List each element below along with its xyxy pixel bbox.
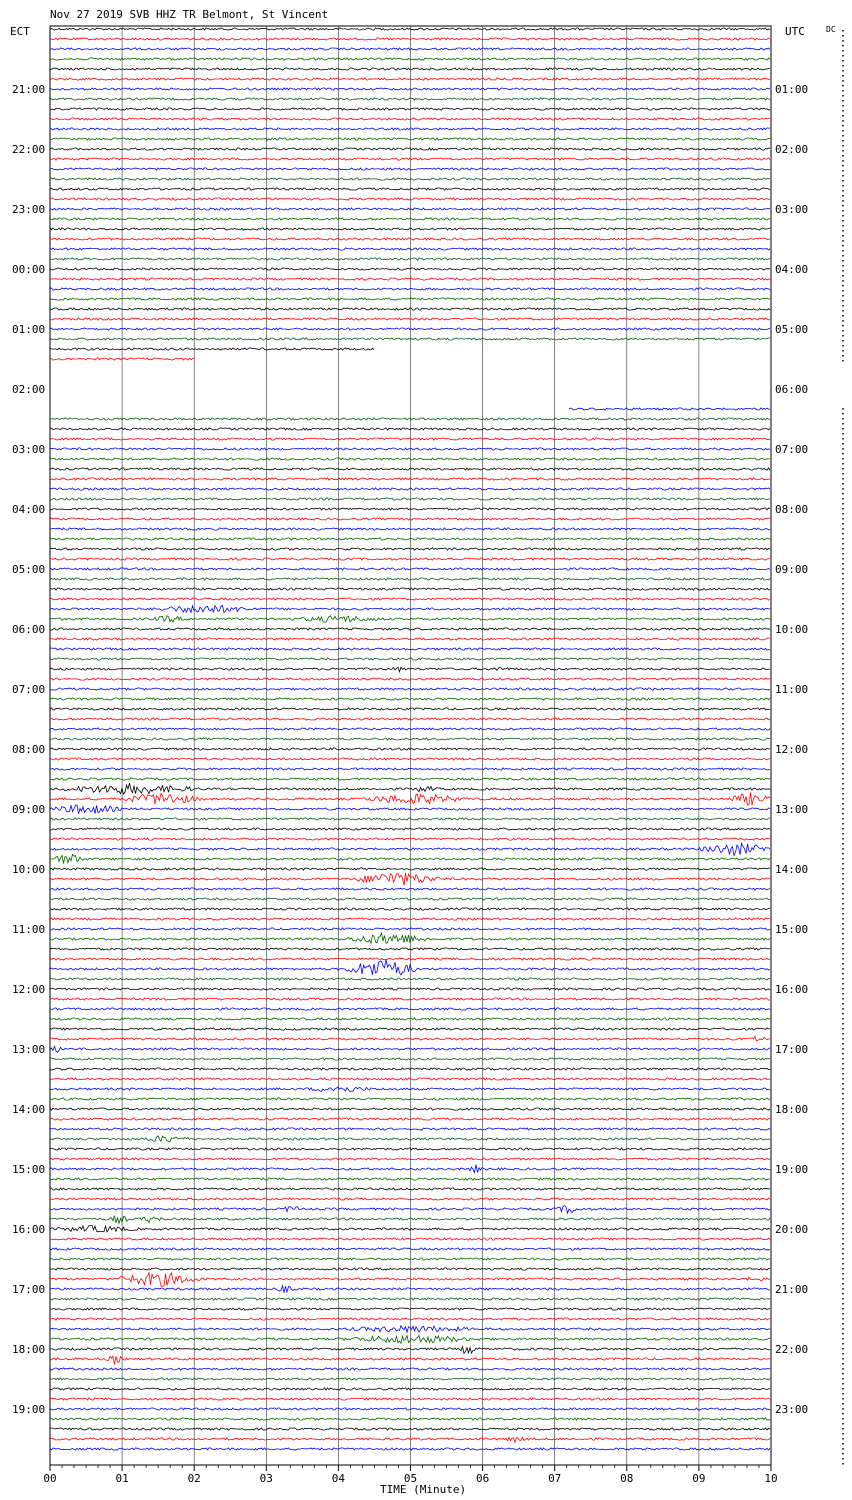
seismic-trace: [50, 1158, 770, 1160]
seismic-trace: [50, 728, 770, 730]
right-hour-label: 16:00: [775, 983, 809, 996]
x-tick-label: 08: [620, 1472, 634, 1485]
seismic-trace: [50, 568, 770, 570]
seismic-trace: [50, 298, 770, 300]
seismic-trace: [50, 616, 770, 623]
seismic-trace: [50, 1437, 770, 1442]
x-tick-label: 05: [403, 1472, 418, 1485]
left-hour-label: 07:00: [12, 683, 46, 696]
seismic-trace: [50, 1298, 770, 1300]
seismic-trace: [50, 198, 770, 200]
seismic-trace: [50, 918, 770, 920]
seismic-trace: [50, 588, 770, 590]
seismic-trace: [50, 128, 770, 130]
seismic-trace: [50, 1206, 770, 1214]
x-tick-label: 07: [548, 1472, 562, 1485]
seismic-trace: [50, 88, 770, 90]
left-hour-label: 03:00: [12, 443, 46, 456]
seismic-trace: [50, 1008, 770, 1010]
seismic-trace: [50, 518, 770, 520]
seismic-trace: [50, 228, 770, 230]
seismic-trace: [50, 778, 770, 780]
seismic-trace: [50, 578, 770, 580]
seismic-trace: [50, 1216, 770, 1224]
seismic-trace: [50, 338, 770, 340]
seismic-trace: [50, 478, 770, 480]
seismic-trace: [50, 288, 770, 290]
left-hour-label: 22:00: [12, 143, 46, 156]
seismic-trace: [50, 959, 770, 974]
left-hour-label: 06:00: [12, 623, 46, 636]
seismic-trace: [50, 658, 770, 660]
seismic-trace: [50, 48, 770, 50]
left-hour-label: 08:00: [12, 743, 46, 756]
seismic-trace: [50, 348, 374, 350]
seismic-trace: [50, 548, 770, 550]
seismic-trace: [50, 1448, 770, 1450]
seismic-trace: [50, 818, 770, 820]
seismic-trace: [50, 38, 770, 40]
left-hour-label: 23:00: [12, 203, 46, 216]
seismic-trace: [50, 28, 770, 30]
seismic-trace: [50, 828, 770, 830]
left-hour-label: 01:00: [12, 323, 46, 336]
right-hour-label: 03:00: [775, 203, 809, 216]
seismic-trace: [50, 628, 770, 630]
x-tick-label: 04: [331, 1472, 346, 1485]
seismic-trace: [50, 1188, 770, 1190]
seismic-trace: [50, 258, 770, 260]
left-hour-label: 15:00: [12, 1163, 46, 1176]
right-hour-label: 11:00: [775, 683, 809, 696]
seismic-trace: [50, 1335, 770, 1343]
seismic-trace: [50, 838, 770, 840]
seismic-trace: [50, 428, 770, 430]
seismic-trace: [50, 1326, 770, 1333]
seismic-trace: [50, 138, 770, 140]
seismic-trace: [50, 1418, 770, 1420]
right-timezone-label: UTC: [785, 25, 805, 38]
left-hour-label: 04:00: [12, 503, 46, 516]
seismic-trace: [50, 648, 770, 650]
seismic-trace: [50, 308, 770, 310]
seismic-trace: [50, 108, 770, 110]
seismic-trace: [50, 843, 770, 855]
seismic-trace: [50, 1087, 770, 1091]
seismic-trace: [50, 328, 770, 330]
seismic-trace: [50, 1286, 770, 1293]
seismic-trace: [50, 998, 770, 1000]
right-hour-label: 15:00: [775, 923, 809, 936]
seismic-trace: [50, 1165, 770, 1173]
seismic-trace: [50, 78, 770, 80]
right-hour-label: 04:00: [775, 263, 809, 276]
x-tick-label: 00: [43, 1472, 57, 1485]
seismic-trace: [50, 748, 770, 750]
x-tick-label: 01: [115, 1472, 129, 1485]
seismic-trace: [50, 854, 770, 863]
seismic-trace: [50, 218, 770, 220]
seismic-trace: [50, 783, 770, 794]
seismic-trace: [50, 1378, 770, 1380]
seismic-trace: [50, 248, 770, 250]
right-hour-label: 01:00: [775, 83, 809, 96]
seismic-trace: [50, 208, 770, 210]
seismic-trace: [50, 458, 770, 460]
seismic-trace: [50, 188, 770, 190]
left-hour-label: 17:00: [12, 1283, 46, 1296]
seismic-trace: [50, 667, 770, 672]
left-hour-label: 11:00: [12, 923, 46, 936]
seismic-trace: [50, 793, 770, 806]
seismic-trace: [50, 528, 770, 530]
seismic-trace: [50, 538, 770, 540]
right-hour-label: 17:00: [775, 1043, 809, 1056]
right-hour-label: 05:00: [775, 323, 809, 336]
seismic-trace: [50, 98, 770, 100]
seismic-trace: [50, 238, 770, 240]
left-hour-label: 00:00: [12, 263, 46, 276]
chart-title: Nov 27 2019 SVB HHZ TR Belmont, St Vincent: [50, 8, 329, 21]
seismic-trace: [50, 958, 770, 960]
left-hour-label: 14:00: [12, 1103, 46, 1116]
seismic-trace: [50, 268, 770, 270]
x-tick-label: 09: [692, 1472, 706, 1485]
seismic-trace: [50, 1148, 770, 1150]
seismic-trace: [50, 868, 770, 870]
seismic-trace: [50, 468, 770, 470]
seismic-trace: [50, 718, 770, 720]
seismic-trace: [50, 1428, 770, 1430]
seismic-trace: [50, 768, 770, 770]
seismic-trace: [50, 708, 770, 710]
seismic-trace: [50, 68, 770, 70]
seismic-trace: [50, 988, 770, 990]
seismic-trace: [50, 805, 770, 814]
seismic-trace: [50, 278, 770, 280]
seismic-trace: [50, 158, 770, 160]
x-tick-label: 10: [764, 1472, 778, 1485]
left-hour-label: 10:00: [12, 863, 46, 876]
seismic-trace: [50, 1308, 770, 1310]
seismic-trace: [50, 1058, 770, 1060]
seismic-trace: [50, 1238, 770, 1240]
seismic-trace: [50, 933, 770, 943]
dc-label: DC: [826, 25, 836, 34]
seismic-trace: [50, 508, 770, 510]
seismic-trace: [50, 1318, 770, 1320]
seismic-trace: [50, 1128, 770, 1130]
right-hour-label: 08:00: [775, 503, 809, 516]
seismic-trace: [50, 1258, 770, 1260]
seismic-trace: [50, 928, 770, 930]
seismic-trace: [50, 1198, 770, 1200]
left-hour-label: 12:00: [12, 983, 46, 996]
x-tick-label: 02: [187, 1472, 201, 1485]
seismic-trace: [50, 908, 770, 910]
left-hour-label: 16:00: [12, 1223, 46, 1236]
seismic-trace: [50, 1408, 770, 1410]
right-hour-label: 06:00: [775, 383, 809, 396]
seismic-trace: [50, 1118, 770, 1120]
seismic-trace: [50, 558, 770, 560]
seismic-trace: [50, 1368, 770, 1370]
right-hour-label: 13:00: [775, 803, 809, 816]
seismic-trace: [50, 605, 770, 612]
seismic-trace: [50, 738, 770, 740]
seismic-trace: [50, 178, 770, 180]
seismic-trace: [50, 638, 770, 640]
seismic-trace: [50, 488, 770, 490]
seismic-trace: [50, 1268, 770, 1270]
seismic-trace: [50, 1178, 770, 1180]
seismic-trace: [50, 758, 770, 760]
seismic-trace: [50, 888, 770, 890]
seismic-trace: [50, 873, 770, 886]
seismic-trace: [50, 1018, 770, 1020]
left-hour-label: 18:00: [12, 1343, 46, 1356]
seismic-trace: [50, 698, 770, 700]
seismic-trace: [50, 148, 770, 150]
x-axis-label: TIME (Minute): [380, 1483, 467, 1496]
seismic-trace: [50, 318, 770, 320]
seismic-trace: [50, 678, 770, 680]
seismic-trace: [50, 498, 770, 500]
seismic-trace: [50, 898, 770, 900]
right-hour-label: 07:00: [775, 443, 809, 456]
seismic-trace: [50, 1356, 770, 1364]
right-hour-label: 19:00: [775, 1163, 809, 1176]
seismic-trace: [50, 1046, 770, 1052]
seismic-trace: [50, 1036, 770, 1041]
seismic-trace: [50, 118, 770, 120]
seismic-trace: [50, 448, 770, 450]
right-hour-label: 22:00: [775, 1343, 809, 1356]
left-hour-label: 13:00: [12, 1043, 46, 1056]
seismic-trace: [50, 688, 770, 690]
seismic-trace: [50, 1098, 770, 1100]
seismic-trace: [50, 1108, 770, 1110]
seismic-trace: [50, 978, 770, 980]
left-hour-label: 19:00: [12, 1403, 46, 1416]
right-hour-label: 12:00: [775, 743, 809, 756]
right-hour-label: 14:00: [775, 863, 809, 876]
seismic-trace: [50, 1225, 770, 1232]
left-hour-label: 21:00: [12, 83, 46, 96]
right-hour-label: 02:00: [775, 143, 809, 156]
seismic-trace: [50, 1398, 770, 1400]
x-tick-label: 06: [475, 1472, 490, 1485]
seismic-trace: [50, 1273, 770, 1287]
seismic-trace: [50, 1388, 770, 1390]
x-tick-label: 03: [259, 1472, 273, 1485]
seismic-trace: [50, 438, 770, 440]
seismic-trace: [50, 1347, 770, 1354]
right-hour-label: 23:00: [775, 1403, 809, 1416]
seismic-trace: [50, 168, 770, 170]
right-hour-label: 10:00: [775, 623, 809, 636]
seismic-trace: [569, 408, 770, 410]
seismic-trace: [50, 948, 770, 950]
seismic-trace: [50, 1248, 770, 1250]
seismic-trace: [50, 58, 770, 60]
left-hour-label: 05:00: [12, 563, 46, 576]
seismic-trace: [50, 1028, 770, 1030]
left-timezone-label: ECT: [10, 25, 30, 38]
right-hour-label: 20:00: [775, 1223, 809, 1236]
seismic-trace: [50, 1136, 770, 1142]
left-hour-label: 09:00: [12, 803, 46, 816]
seismic-trace: [50, 418, 770, 420]
seismic-trace: [50, 1068, 770, 1070]
right-hour-label: 18:00: [775, 1103, 809, 1116]
seismic-trace: [50, 598, 770, 600]
right-hour-label: 09:00: [775, 563, 809, 576]
seismic-trace: [50, 1078, 770, 1080]
right-hour-label: 21:00: [775, 1283, 809, 1296]
left-hour-label: 02:00: [12, 383, 46, 396]
